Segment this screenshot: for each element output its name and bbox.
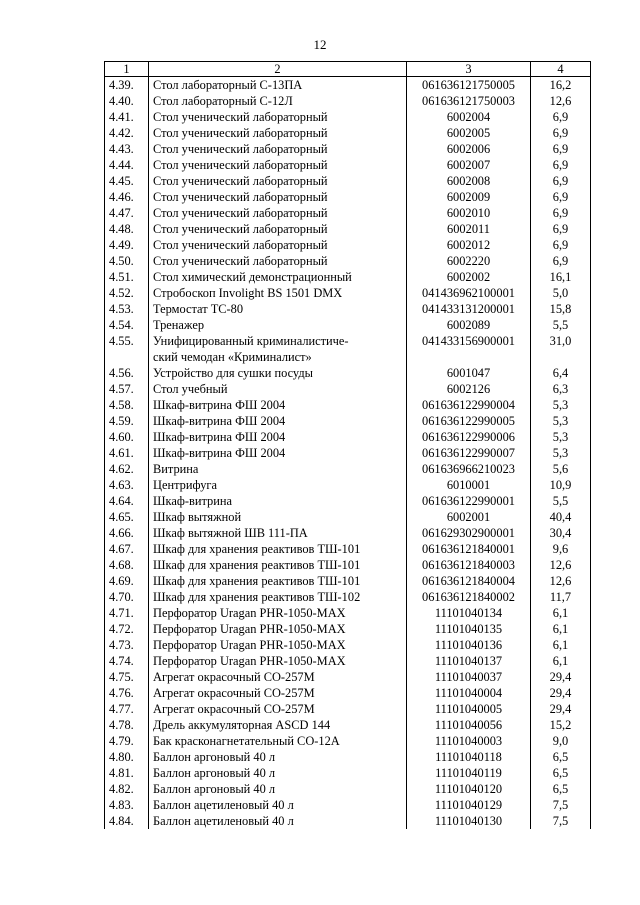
item-name-cell: Перфоратор Uragan PHR-1050-MAX [149,637,407,653]
inventory-code-cell: 6010001 [407,477,531,493]
table-row [105,189,591,205]
item-name-cell: Шкаф вытяжной [149,509,407,525]
table-row [105,701,591,717]
item-name-cell: Баллон ацетиленовый 40 л [149,813,407,829]
table-row [105,749,591,765]
row-number-cell: 4.67. [105,541,149,557]
row-number-cell: 4.79. [105,733,149,749]
table-row [105,717,591,733]
value-cell: 16,1 [531,269,591,285]
inventory-code-cell: 061629302900001 [407,525,531,541]
row-number-cell: 4.63. [105,477,149,493]
row-number-cell: 4.64. [105,493,149,509]
inventory-code-cell: 061636121840004 [407,573,531,589]
value-cell: 6,9 [531,221,591,237]
inventory-code-cell: 11101040004 [407,685,531,701]
page-number: 12 [313,37,327,52]
table-row [105,157,591,173]
row-number-cell: 4.71. [105,605,149,621]
table-row [105,77,591,94]
inventory-code-cell: 041436962100001 [407,285,531,301]
item-name-cell: Шкаф-витрина [149,493,407,509]
inventory-code-cell: 11101040130 [407,813,531,829]
column-header-4: 4 [531,62,591,77]
value-cell: 6,5 [531,765,591,781]
inventory-code-cell: 11101040134 [407,605,531,621]
row-number-cell: 4.40. [105,93,149,109]
inventory-code-cell: 041433156900001 [407,333,531,365]
value-cell: 12,6 [531,93,591,109]
value-cell: 5,3 [531,413,591,429]
value-cell: 6,9 [531,125,591,141]
value-cell: 6,5 [531,781,591,797]
item-name-cell: Шкаф для хранения реактивов ТШ-102 [149,589,407,605]
table-row [105,269,591,285]
row-number-cell: 4.43. [105,141,149,157]
row-number-cell: 4.46. [105,189,149,205]
inventory-code-cell: 061636121840001 [407,541,531,557]
item-name-cell: Шкаф для хранения реактивов ТШ-101 [149,541,407,557]
row-number-cell: 4.69. [105,573,149,589]
table-row [105,125,591,141]
inventory-code-cell: 11101040129 [407,797,531,813]
inventory-code-cell: 6002001 [407,509,531,525]
value-cell: 15,8 [531,301,591,317]
item-name-cell: Дрель аккумуляторная ASCD 144 [149,717,407,733]
row-number-cell: 4.74. [105,653,149,669]
table-row [105,557,591,573]
column-header-3: 3 [407,62,531,77]
row-number-cell: 4.52. [105,285,149,301]
inventory-code-cell: 6002011 [407,221,531,237]
row-number-cell: 4.51. [105,269,149,285]
value-cell: 5,3 [531,397,591,413]
item-name-cell: Центрифуга [149,477,407,493]
item-name-cell: Стол ученический лабораторный [149,221,407,237]
table-row [105,525,591,541]
value-cell: 29,4 [531,669,591,685]
inventory-code-cell: 11101040137 [407,653,531,669]
inventory-code-cell: 061636966210023 [407,461,531,477]
item-name-cell: Стол лабораторный С-13ПА [149,77,407,94]
row-number-cell: 4.47. [105,205,149,221]
inventory-code-cell: 11101040136 [407,637,531,653]
table-row [105,637,591,653]
inventory-code-cell: 11101040118 [407,749,531,765]
value-cell: 5,5 [531,493,591,509]
value-cell: 6,1 [531,637,591,653]
item-name-cell: Баллон ацетиленовый 40 л [149,797,407,813]
row-number-cell: 4.60. [105,429,149,445]
table-row [105,509,591,525]
table-row [105,381,591,397]
table-row [105,205,591,221]
row-number-cell: 4.66. [105,525,149,541]
row-number-cell: 4.48. [105,221,149,237]
row-number-cell: 4.41. [105,109,149,125]
row-number-cell: 4.58. [105,397,149,413]
value-cell: 5,3 [531,429,591,445]
inventory-code-cell: 061636121840003 [407,557,531,573]
table-row [105,813,591,829]
value-cell: 6,9 [531,141,591,157]
item-name-cell: Агрегат окрасочный СО-257М [149,669,407,685]
table-row [105,781,591,797]
value-cell: 6,9 [531,109,591,125]
row-number-cell: 4.65. [105,509,149,525]
value-cell: 6,4 [531,365,591,381]
value-cell: 6,9 [531,237,591,253]
item-name-cell: Тренажер [149,317,407,333]
value-cell: 6,1 [531,605,591,621]
row-number-cell: 4.76. [105,685,149,701]
item-name-cell: Витрина [149,461,407,477]
row-number-cell: 4.44. [105,157,149,173]
column-header-2: 2 [149,62,407,77]
item-name-cell: Стол химический демонстрационный [149,269,407,285]
inventory-code-cell: 6002004 [407,109,531,125]
row-number-cell: 4.72. [105,621,149,637]
table-row [105,493,591,509]
row-number-cell: 4.55. [105,333,149,365]
value-cell: 12,6 [531,557,591,573]
item-name-cell: Перфоратор Uragan PHR-1050-MAX [149,621,407,637]
value-cell: 6,9 [531,157,591,173]
item-name-cell: Агрегат окрасочный СО-257М [149,685,407,701]
table-row [105,173,591,189]
item-name-cell: Шкаф-витрина ФШ 2004 [149,397,407,413]
value-cell: 6,9 [531,253,591,269]
table-row [105,413,591,429]
inventory-code-cell: 061636121750005 [407,77,531,94]
item-name-cell: Стол лабораторный С-12Л [149,93,407,109]
item-name-cell: Унифицированный криминалистиче- ский чемодан «Криминалист» [149,333,407,365]
table-row [105,461,591,477]
inventory-code-cell: 6002010 [407,205,531,221]
inventory-code-cell: 6002002 [407,269,531,285]
item-name-cell: Шкаф-витрина ФШ 2004 [149,413,407,429]
inventory-code-cell: 11101040119 [407,765,531,781]
table-row [105,685,591,701]
item-name-cell: Агрегат окрасочный СО-257М [149,701,407,717]
value-cell: 16,2 [531,77,591,94]
inventory-code-cell: 061636122990007 [407,445,531,461]
value-cell: 6,9 [531,205,591,221]
item-name-cell: Шкаф-витрина ФШ 2004 [149,445,407,461]
value-cell: 9,6 [531,541,591,557]
value-cell: 6,1 [531,653,591,669]
inventory-code-cell: 6001047 [407,365,531,381]
inventory-code-cell: 041433131200001 [407,301,531,317]
table-row [105,797,591,813]
row-number-cell: 4.62. [105,461,149,477]
item-name-cell: Баллон аргоновый 40 л [149,781,407,797]
value-cell: 7,5 [531,797,591,813]
table-row [105,397,591,413]
item-name-cell: Стол ученический лабораторный [149,205,407,221]
table-row [105,141,591,157]
inventory-code-cell: 11101040003 [407,733,531,749]
item-name-cell: Перфоратор Uragan PHR-1050-MAX [149,605,407,621]
item-name-cell: Стол ученический лабораторный [149,189,407,205]
value-cell: 29,4 [531,685,591,701]
inventory-code-cell: 6002006 [407,141,531,157]
row-number-cell: 4.45. [105,173,149,189]
inventory-code-cell: 061636122990005 [407,413,531,429]
table-row [105,429,591,445]
row-number-cell: 4.82. [105,781,149,797]
table-row [105,253,591,269]
item-name-cell: Стол ученический лабораторный [149,173,407,189]
item-name-cell: Термостат ТС-80 [149,301,407,317]
row-number-cell: 4.53. [105,301,149,317]
item-name-cell: Шкаф-витрина ФШ 2004 [149,429,407,445]
value-cell: 6,9 [531,173,591,189]
row-number-cell: 4.68. [105,557,149,573]
row-number-cell: 4.50. [105,253,149,269]
table-row [105,669,591,685]
value-cell: 5,3 [531,445,591,461]
table-row [105,589,591,605]
table-row [105,653,591,669]
row-number-cell: 4.39. [105,77,149,94]
row-number-cell: 4.73. [105,637,149,653]
table-body [105,77,591,830]
item-name-cell: Стол ученический лабораторный [149,141,407,157]
table-row [105,477,591,493]
row-number-cell: 4.70. [105,589,149,605]
value-cell: 12,6 [531,573,591,589]
inventory-code-cell: 11101040005 [407,701,531,717]
table-row [105,445,591,461]
item-name-cell: Баллон аргоновый 40 л [149,765,407,781]
inventory-code-cell: 061636121840002 [407,589,531,605]
table-row [105,221,591,237]
value-cell: 6,5 [531,749,591,765]
table-row [105,301,591,317]
inventory-code-cell: 6002008 [407,173,531,189]
inventory-code-cell: 6002089 [407,317,531,333]
table-row [105,573,591,589]
item-name-cell: Стол ученический лабораторный [149,125,407,141]
value-cell: 40,4 [531,509,591,525]
item-name-cell: Перфоратор Uragan PHR-1050-MAX [149,653,407,669]
row-number-cell: 4.56. [105,365,149,381]
value-cell: 9,0 [531,733,591,749]
inventory-code-cell: 6002012 [407,237,531,253]
inventory-code-cell: 6002007 [407,157,531,173]
row-number-cell: 4.61. [105,445,149,461]
row-number-cell: 4.54. [105,317,149,333]
row-number-cell: 4.42. [105,125,149,141]
row-number-cell: 4.75. [105,669,149,685]
value-cell: 29,4 [531,701,591,717]
inventory-code-cell: 11101040135 [407,621,531,637]
value-cell: 11,7 [531,589,591,605]
inventory-code-cell: 061636122990006 [407,429,531,445]
row-number-cell: 4.59. [105,413,149,429]
item-name-cell: Стробоскоп Involight BS 1501 DMX [149,285,407,301]
item-name-cell: Шкаф для хранения реактивов ТШ-101 [149,573,407,589]
row-number-cell: 4.49. [105,237,149,253]
table-header-row [105,62,591,77]
inventory-code-cell: 6002005 [407,125,531,141]
inventory-code-cell: 6002009 [407,189,531,205]
value-cell: 6,1 [531,621,591,637]
table-row [105,365,591,381]
row-number-cell: 4.83. [105,797,149,813]
value-cell: 6,9 [531,189,591,205]
value-cell: 30,4 [531,525,591,541]
item-name-cell: Шкаф для хранения реактивов ТШ-101 [149,557,407,573]
table-row [105,733,591,749]
inventory-code-cell: 6002220 [407,253,531,269]
inventory-table [104,61,591,829]
item-name-cell: Шкаф вытяжной ШВ 111-ПА [149,525,407,541]
table-row [105,285,591,301]
value-cell: 6,3 [531,381,591,397]
value-cell: 5,0 [531,285,591,301]
table-row [105,621,591,637]
item-name-cell: Стол учебный [149,381,407,397]
item-name-cell: Стол ученический лабораторный [149,109,407,125]
row-number-cell: 4.81. [105,765,149,781]
inventory-code-cell: 061636122990001 [407,493,531,509]
table-row [105,93,591,109]
inventory-code-cell: 11101040120 [407,781,531,797]
inventory-code-cell: 061636121750003 [407,93,531,109]
table-row [105,317,591,333]
item-name-cell: Стол ученический лабораторный [149,157,407,173]
item-name-cell: Стол ученический лабораторный [149,253,407,269]
row-number-cell: 4.57. [105,381,149,397]
table-row [105,237,591,253]
value-cell: 31,0 [531,333,591,365]
column-header-1: 1 [105,62,149,77]
row-number-cell: 4.84. [105,813,149,829]
inventory-code-cell: 11101040037 [407,669,531,685]
value-cell: 15,2 [531,717,591,733]
inventory-code-cell: 11101040056 [407,717,531,733]
item-name-cell: Стол ученический лабораторный [149,237,407,253]
value-cell: 5,5 [531,317,591,333]
table-row [105,765,591,781]
row-number-cell: 4.77. [105,701,149,717]
table-row [105,333,591,365]
row-number-cell: 4.80. [105,749,149,765]
item-name-cell: Бак красконагнетательный СО-12А [149,733,407,749]
item-name-cell: Баллон аргоновый 40 л [149,749,407,765]
value-cell: 7,5 [531,813,591,829]
item-name-cell: Устройство для сушки посуды [149,365,407,381]
table-row [105,605,591,621]
table-row [105,541,591,557]
value-cell: 10,9 [531,477,591,493]
value-cell: 5,6 [531,461,591,477]
inventory-code-cell: 6002126 [407,381,531,397]
row-number-cell: 4.78. [105,717,149,733]
table-row [105,109,591,125]
inventory-code-cell: 061636122990004 [407,397,531,413]
